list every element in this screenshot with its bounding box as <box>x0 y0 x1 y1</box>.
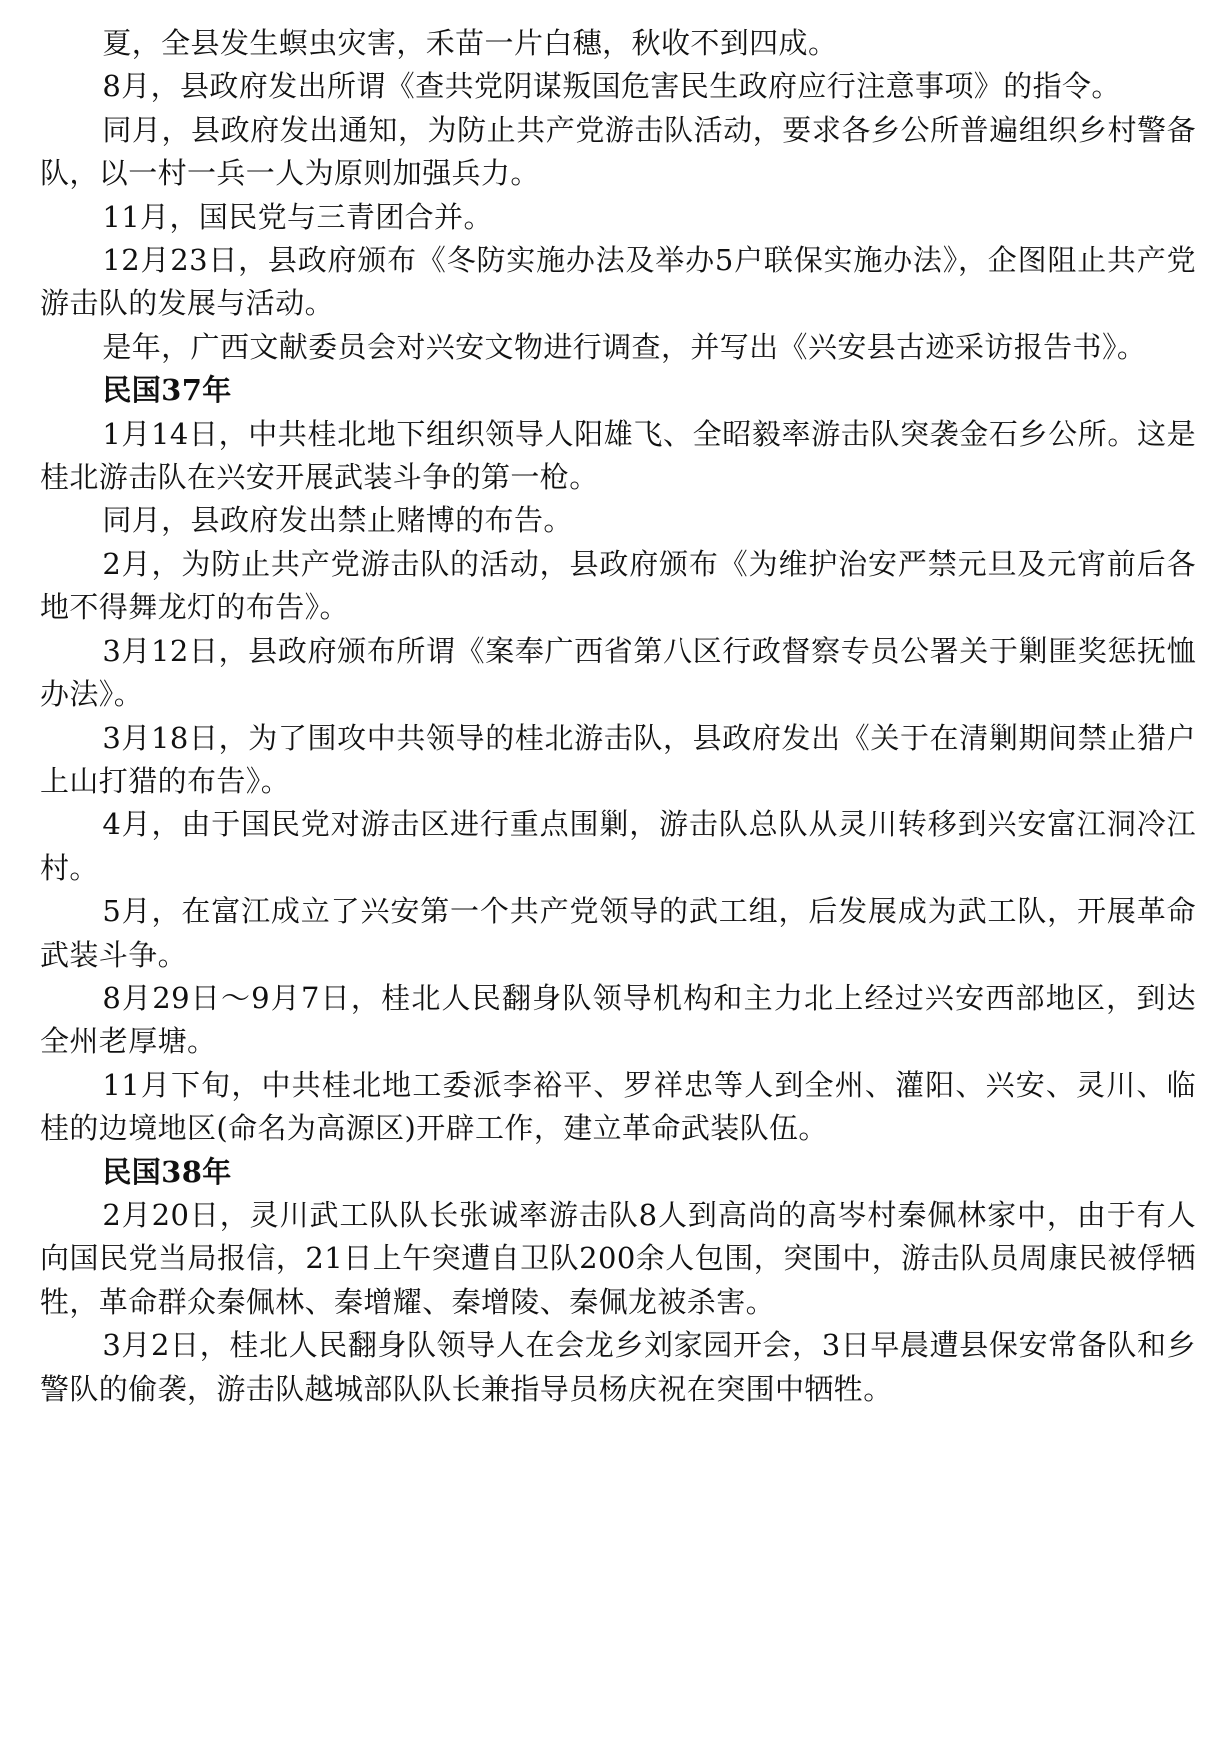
paragraph-november-merger: 11月，国民党与三青团合并。 <box>102 199 493 234</box>
paragraph-cultural-survey: 是年，广西文献委员会对兴安文物进行调查，并写出《兴安县古迹采访报告书》。 <box>102 329 1147 364</box>
paragraph-november-gaoyuan-district: 11月下旬，中共桂北地工委派李裕平、罗祥忠等人到全州、灌阳、兴安、灵川、临桂的边境地区(命名为高源区)开辟工作，建立革命武装队伍。 <box>40 1067 1196 1146</box>
paragraph-march-12-regulations: 3月12日，县政府颁布所谓《案奉广西省第八区行政督察专员公署关于剿匪奖惩抚恤办法》。 <box>40 633 1196 712</box>
paragraph-april-relocation: 4月，由于国民党对游击区进行重点围剿，游击队总队从灵川转移到兴安富江洞冷江村。 <box>40 807 1196 885</box>
paragraph-gambling-ban: 同月，县政府发出禁止赌博的布告。 <box>102 503 573 538</box>
paragraph-march-2-ambush: 3月2日，桂北人民翻身队领导人在会龙乡刘家园开会，3日早晨遭县保安常备队和乡警队的偷袭，游击队越城部队队长兼指导员杨庆祝在突围中牺牲。 <box>40 1328 1196 1406</box>
paragraph-same-month-guard-teams: 同月，县政府发出通知，为防止共产党游击队活动，要求各乡公所普遍组织乡村警备队，以一村一兵一人为原则加强兵力。 <box>40 112 1196 191</box>
section-heading-year-37: 民国37年 <box>102 373 232 408</box>
paragraph-august-directive: 8月，县政府发出所谓《查共党阴谋叛国危害民生政府应行注意事项》的指令。 <box>102 69 1121 104</box>
paragraph-march-18-hunting-ban: 3月18日，为了围攻中共领导的桂北游击队，县政府发出《关于在清剿期间禁止猎户上山打猎的布告》。 <box>40 720 1196 798</box>
paragraph-summer-locust-disaster: 夏，全县发生螟虫灾害，禾苗一片白穗，秋收不到四成。 <box>102 26 838 60</box>
paragraph-jan-14-raid: 1月14日，中共桂北地下组织领导人阳雄飞、全昭毅率游击队突袭金石乡公所。这是桂北游击队在兴安开展武装斗争的第一枪。 <box>40 416 1196 495</box>
paragraph-feb-20-gaocen-siege: 2月20日，灵川武工队队长张诚率游击队8人到高尚的高岑村秦佩林家中，由于有人向国民党当局报信，21日上午突遭自卫队200余人包围，突围中，游击队员周康民被俘牺牲，革命群众秦佩林、秦增耀、秦增陵、秦佩龙被杀害。 <box>40 1197 1196 1319</box>
paragraph-aug-sep-march-north: 8月29日～9月7日，桂北人民翻身队领导机构和主力北上经过兴安西部地区，到达全州老厚塘。 <box>40 980 1196 1059</box>
paragraph-february-dragon-lantern-ban: 2月，为防止共产党游击队的活动，县政府颁布《为维护治安严禁元旦及元宵前后各地不得舞龙灯的布告》。 <box>40 546 1196 625</box>
section-heading-year-38: 民国38年 <box>102 1154 232 1189</box>
paragraph-december-winter-defense: 12月23日，县政府颁布《冬防实施办法及举办5户联保实施办法》，企图阻止共产党游击队的发展与活动。 <box>40 243 1196 321</box>
paragraph-may-armed-group: 5月，在富江成立了兴安第一个共产党领导的武工组，后发展成为武工队，开展革命武装斗争。 <box>40 894 1196 972</box>
document-page <box>40 22 1196 1411</box>
